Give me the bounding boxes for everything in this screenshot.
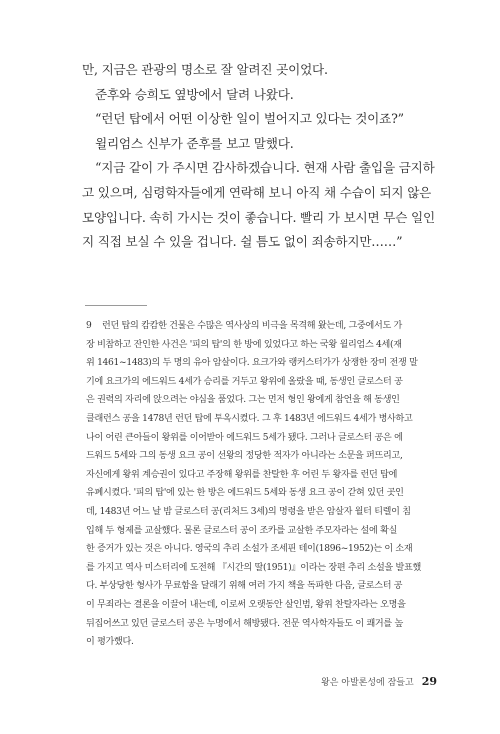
footnote-line: 다. 부상당한 형사가 무료함을 달래기 위해 여러 가지 책을 독파한 다음, 글로스터 공	[86, 581, 403, 592]
footnote-line: 입해 두 형제를 교살했다. 물론 글로스터 공이 조카를 교살한 주모자라는 설에 확실	[86, 525, 398, 536]
page-number: 29	[421, 675, 437, 688]
footnote-line	[86, 317, 422, 336]
footnote-line: 를 가지고 역사 미스터리에 도전해 『시간의 딸(1951)』이라는 장편 추리 소설을 발표했	[86, 562, 421, 573]
footnote-line: 자신에게 왕위 계승권이 있다고 주장해 왕위를 찬탈한 후 어린 두 왕자를 런던 탑에	[86, 469, 398, 480]
footnote-line: 나이 어린 큰아들이 왕위를 이어받아 에드워드 5세가 됐다. 그러나 글로스터 공은 에	[86, 432, 403, 443]
page-footer	[321, 675, 437, 688]
footnote-line: 클래런스 공을 1478년 런던 탑에 투옥시켰다. 그 후 1483년 에드워드 4세가 병사하고	[86, 413, 413, 424]
footnote-line: 기에 요크가의 에드워드 4세가 승리를 거두고 왕위에 올랐을 때, 동생인 글로스터 공	[86, 376, 403, 387]
footnote-line: 데, 1483년 어느 날 밤 글로스터 공(리처드 3세)의 명령을 받은 암살자 월터 티렐이 침	[86, 506, 411, 517]
running-title: 왕은 아발론성에 잠들고	[321, 678, 414, 688]
footnote-line: 장 비참하고 잔인한 사건은 '피의 탑'의 한 방에 있었다고 하는 국왕 윌리엄스 4세(재	[86, 339, 402, 350]
footnote-number: 9	[86, 321, 92, 331]
footnote-divider	[85, 305, 147, 306]
footnote-line: 한 증거가 있는 것은 아니다. 영국의 추리 소설가 조세핀 테이(1896~1952)는 이 소재	[86, 544, 413, 555]
body-line: “런던 탑에서 어떤 이상한 일이 벌어지고 있다는 것이죠?”	[95, 111, 404, 127]
footnote-text: 런던 탑의 캄캄한 건물은 수많은 역사상의 비극을 목격해 왔는데, 그중에서도 가	[102, 321, 403, 331]
body-line: 윌리엄스 신부가 준후를 보고 말했다.	[95, 135, 294, 151]
body-line: 만, 지금은 관광의 명소로 잘 알려진 곳이었다.	[82, 62, 328, 77]
footnote-line: 드워드 5세와 그의 동생 요크 공이 선왕의 정당한 적자가 아니라는 소문을 퍼뜨리고,	[86, 451, 403, 462]
footnote	[86, 317, 422, 652]
body-text	[82, 58, 435, 255]
body-line: 모양입니다. 속히 가시는 것이 좋습니다. 빨리 가 보시면 무슨 일인	[82, 209, 435, 225]
footnote-line: 이 평가했다.	[86, 637, 134, 648]
footnote-line: 은 권력의 자리에 앉으려는 야심을 품었다. 그는 먼저 형인 왕에게 참언을 해 동생인	[86, 395, 400, 406]
footnote-line: 위 1461~1483)의 두 명의 유아 암살이다. 요크가와 랭커스터가가 상쟁한 장미 전쟁 말	[86, 358, 418, 369]
footnote-line: 유폐시켰다. '피의 탑'에 있는 한 방은 에드워드 5세와 동생 요크 공이 갇혀 있던 곳인	[86, 488, 404, 499]
body-line: 고 있으며, 심령학자들에게 연락해 보니 아직 채 수습이 되지 않은	[82, 184, 432, 200]
body-line: “지금 같이 가 주시면 감사하겠습니다. 현재 사람 출입을 금지하	[95, 160, 435, 176]
footnote-line: 이 무죄라는 결론을 이끌어 내는데, 이로써 오랫동안 살인범, 왕위 찬탈자라는 오명을	[86, 599, 406, 610]
footnote-line: 뒤집어쓰고 있던 글로스터 공은 누명에서 해방됐다. 전문 역사학자들도 이 쾌거를 높	[86, 618, 403, 629]
body-line: 지 직접 보실 수 있을 겁니다. 쉴 틈도 없이 죄송하지만……”	[82, 234, 403, 250]
body-line: 준후와 승희도 옆방에서 달려 나왔다.	[95, 86, 294, 102]
